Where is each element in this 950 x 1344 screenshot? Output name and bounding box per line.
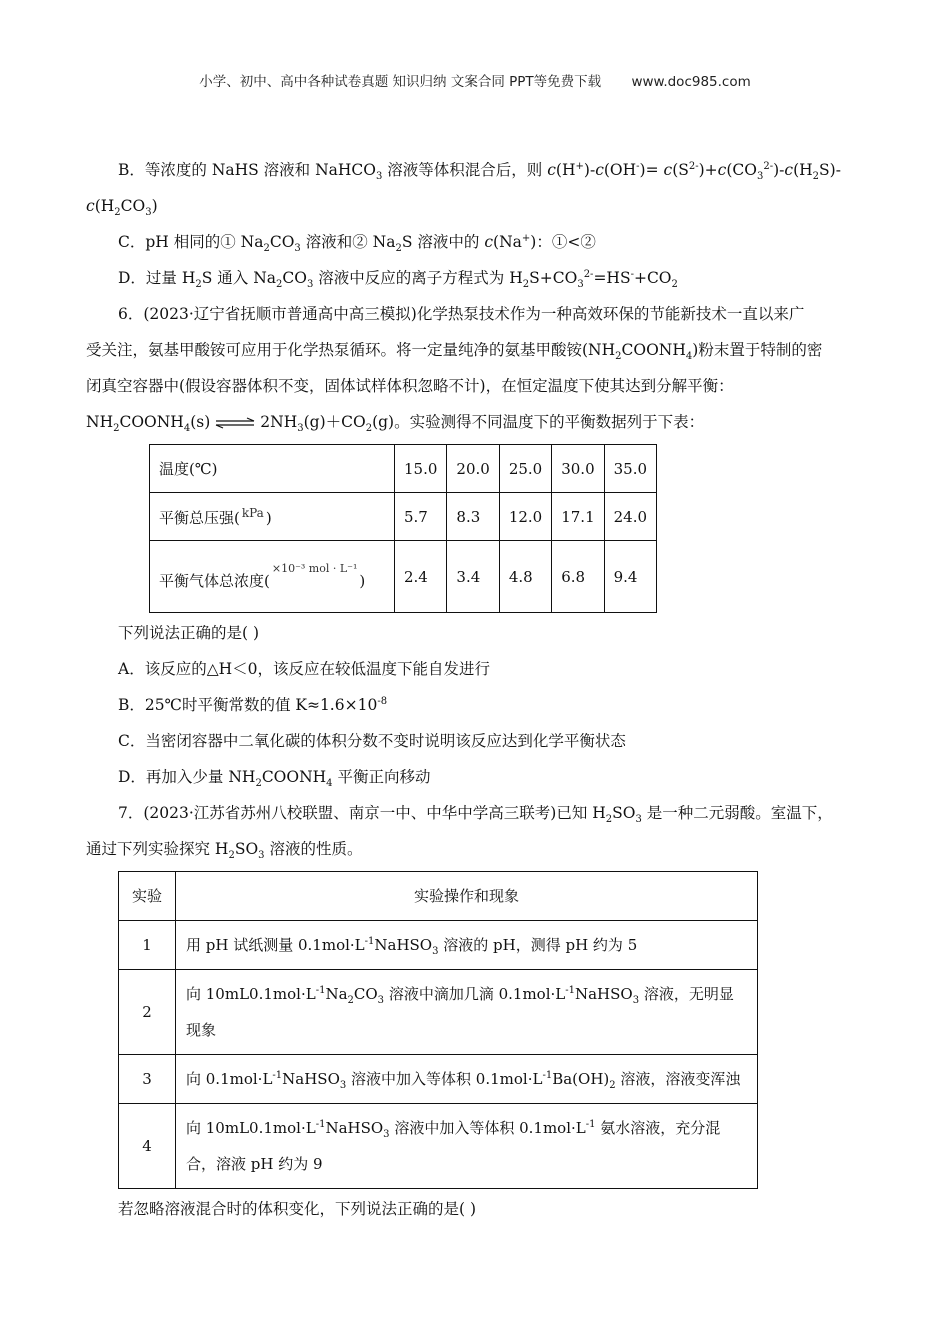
q6-option-a: A．该反应的△H＜0，该反应在较低温度下能自发进行: [118, 660, 490, 678]
temp-cell: 15.0: [395, 445, 447, 493]
page-header: [0, 70, 950, 90]
q6-stem-line1: 6．(2023·辽宁省抚顺市普通高中高三模拟)化学热泵技术作为一种高效环保的节能新技术一直以来广: [118, 305, 805, 323]
q6-question: 下列说法正确的是( ): [118, 624, 260, 642]
q6-stem-line2: 受关注，氨基甲酸铵可应用于化学热泵循环。将一定量纯净的氨基甲酸铵$(NH_2COONH_4)$粉末置于特制的密: [86, 341, 823, 363]
concentration-label: 平衡气体总浓度($^{\times 10^{-3} mol \cdot L^{-1}}$): [150, 541, 395, 613]
experiment-number: 1: [119, 921, 176, 970]
table-row: [150, 541, 657, 613]
q7-stem-line1: 7．(2023·江苏省苏州八校联盟、南京一中、中华中学高三联考)已知 $H_2SO_3$ 是一种二元弱酸。室温下，: [118, 804, 833, 826]
experiment-number: 4: [119, 1104, 176, 1189]
q5-option-c: C．pH 相同的① $Na_2CO_3$ 溶液和② $Na_2S$ 溶液中的 c(Na+)：①<②: [118, 232, 596, 255]
temp-cell: 35.0: [604, 445, 656, 493]
experiment-description: 用 pH 试纸测量 $0.1mol\cdot L^{-1}NaHSO_3$ 溶液的 pH，测得 pH 约为 5: [176, 921, 758, 970]
experiment-description: 向 $10mL0.1mol\cdot L^{-1}Na_2CO_3$ 溶液中滴加几滴 $0.1mol\cdot L^{-1}NaHSO_3$ 溶液，无明显现象: [176, 970, 758, 1055]
q7-experiment-table: [118, 871, 758, 1189]
q7-stem-line2: 通过下列实验探究 $H_2SO_3$ 溶液的性质。: [86, 840, 363, 862]
table-row: [119, 1104, 758, 1189]
pressure-unit: kPa: [241, 505, 264, 520]
experiment-description: 向 $0.1mol\cdot L^{-1}NaHSO_3$ 溶液中加入等体积 $0.1mol\cdot L^{-1}Ba(OH)_2$ 溶液，溶液变浑浊: [176, 1055, 758, 1104]
header-text: 小学、初中、高中各种试卷真题 知识归纳 文案合同 PPT等免费下载: [199, 74, 602, 90]
temp-cell: 30.0: [552, 445, 604, 493]
concentration-cell: 2.4: [395, 541, 447, 613]
table-row: [150, 445, 657, 493]
equilibrium-arrow-icon: [214, 417, 256, 429]
concentration-cell: 3.4: [447, 541, 499, 613]
concentration-cell: 9.4: [604, 541, 656, 613]
header-site: www.doc985.com: [631, 74, 751, 90]
temp-label: 温度(℃): [150, 445, 395, 493]
experiment-number: 2: [119, 970, 176, 1055]
pressure-cell: 8.3: [447, 493, 499, 541]
table-row: [119, 921, 758, 970]
pressure-label: 平衡总压强( $^{kPa}$ ): [150, 493, 395, 541]
q6-stem-line3: 闭真空容器中(假设容器体积不变，固体试样体积忽略不计)，在恒定温度下使其达到分解平衡：: [86, 377, 734, 395]
document-body: [86, 152, 866, 1227]
temp-cell: 25.0: [499, 445, 551, 493]
concentration-cell: 6.8: [552, 541, 604, 613]
concentration-unit: ×10⁻³ mol · L⁻¹: [271, 562, 358, 575]
pressure-cell: 5.7: [395, 493, 447, 541]
table-row: [150, 493, 657, 541]
q5-option-b: B．等浓度的 NaHS 溶液和 NaHCO$_3$ 溶液等体积混合后，则 $c(H^+)-c(OH^-)= c(S^{2-})+c(CO_3^{2-})-c(H_2S)-$: [118, 160, 841, 183]
header-experiment: 实验: [119, 872, 176, 921]
table-row: [119, 872, 758, 921]
q7-question: 若忽略溶液混合时的体积变化，下列说法正确的是( ): [118, 1200, 477, 1218]
concentration-cell: 4.8: [499, 541, 551, 613]
q6-equation: $NH_2COONH_4(s)$ $2NH_3(g)+CO_2(g)$。实验测得不同温度下的平衡数据列于下表：: [86, 413, 705, 435]
q5-option-d: D．过量 $H_2S$ 通入 $Na_2CO_3$ 溶液中反应的离子方程式为 $H_2S+CO_3^{2-}=HS^-+CO_2$: [118, 268, 678, 291]
pressure-cell: 12.0: [499, 493, 551, 541]
experiment-number: 3: [119, 1055, 176, 1104]
table-row: [119, 970, 758, 1055]
experiment-description: 向 $10mL0.1mol\cdot L^{-1}NaHSO_3$ 溶液中加入等体积 $0.1mol\cdot L^{-1}$ 氨水溶液，充分混合，溶液 pH 约为 9: [176, 1104, 758, 1189]
q6-equilibrium-table: [149, 444, 657, 613]
pressure-cell: 24.0: [604, 493, 656, 541]
q6-option-b: B．25℃时平衡常数的值 $K\approx 1.6\times 10^{-8}$: [118, 695, 388, 714]
pressure-cell: 17.1: [552, 493, 604, 541]
temp-cell: 20.0: [447, 445, 499, 493]
q6-option-d: D．再加入少量 $NH_2COONH_4$ 平衡正向移动: [118, 768, 431, 790]
q6-option-c: C．当密闭容器中二氧化碳的体积分数不变时说明该反应达到化学平衡状态: [118, 732, 626, 750]
table-row: [119, 1055, 758, 1104]
q5-option-b-cont: $c(H_2CO_3)$: [86, 197, 158, 219]
header-operation: 实验操作和现象: [176, 872, 758, 921]
